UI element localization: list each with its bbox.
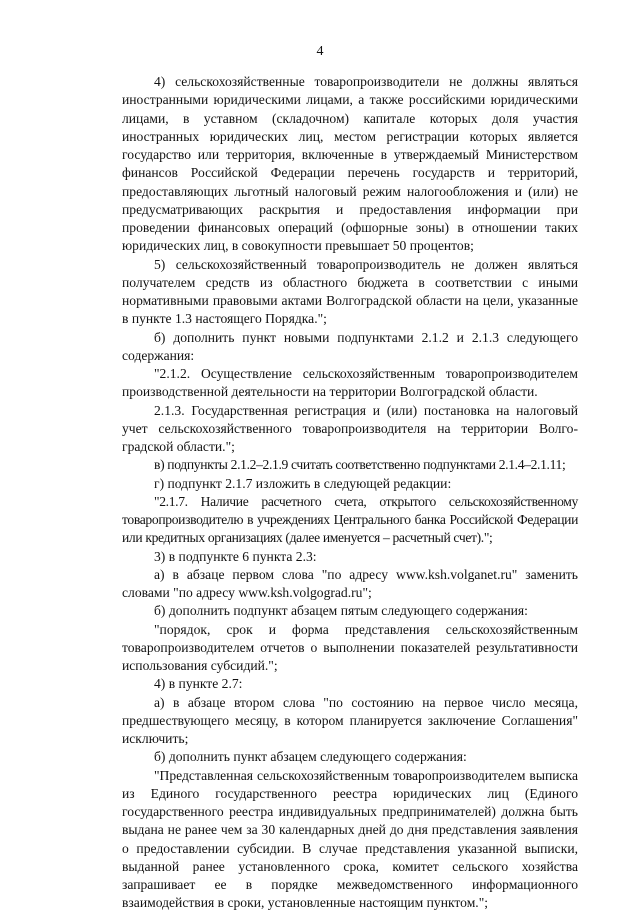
paragraph-add-subitems: б) дополнить пункт новыми подпунктами 2.1.2 и 2.1.3 следующего содержания: xyxy=(122,329,578,363)
paragraph-new-edition: г) подпункт 2.1.7 изложить в следующей редакции: xyxy=(154,475,452,491)
paragraph-renumber-subitems: в) подпункты 2.1.2–2.1.9 считать соответственно подпунктами 2.1.4–2.1.11; xyxy=(154,457,566,473)
paragraph-point-2-7: 4) в пункте 2.7: xyxy=(154,676,243,692)
paragraph-add-fifth-paragraph: б) дополнить подпункт абзацем пятым следующего содержания: xyxy=(154,603,528,619)
paragraph-extract-requirements: "Представленная сельскохозяйственным товаропроизводителем выписка из Единого государственного реестра юридических лиц (Единого государственного реестра индивидуальных предпринимателей) должна быть выдана не ранее чем за 30 календарных дней до дня представления заявления о предоставлении субсидии. В случае представления указанной выписки, выданной ранее установленного срока, комитет сельского хозяйства запрашивает ее в порядке межведомственного информационного взаимодействия в сроки, установленные настоящим пунктом."; xyxy=(122,767,578,911)
document-body xyxy=(122,73,578,913)
paragraph-point-2-3: 3) в подпункте 6 пункта 2.3: xyxy=(154,548,317,564)
paragraph-item-2-1-7: "2.1.7. Наличие расчетного счета, открытого сельскохозяйственному товаропроизводителю в учреждениях Центрального банка Российской Федерации или кредитных организациях (далее именуется – расчетный счет)."; xyxy=(122,493,578,546)
paragraph-item-2-1-2: "2.1.2. Осуществление сельскохозяйственным товаропроизводителем производственной деятельности на территории Волгоградской области. xyxy=(122,366,578,400)
paragraph-subitem-5: 5) сельскохозяйственный товаропроизводитель не должен являться получателем средств из областного бюджета в соответствии с иными нормативными правовыми актами Волгоградской области на цели, указанные в пункте 1.3 настоящего Порядка."; xyxy=(122,256,578,327)
page-number: 4 xyxy=(316,44,324,59)
paragraph-item-2-1-3: 2.1.3. Государственная регистрация и (или) постановка на налоговый учет сельскохозяйственного товаропроизводителя на территории Волгоградской области."; xyxy=(122,402,578,454)
paragraph-report-procedure: "порядок, срок и форма представления сельскохозяйственным товаропроизводителем отчетов о выполнении показателей результативности использования субсидий."; xyxy=(122,621,578,673)
paragraph-replace-address: а) в абзаце первом слова "по адресу www.ksh.volganet.ru" заменить словами "по адресу www.ksh.volgograd.ru"; xyxy=(122,566,578,600)
paragraph-add-paragraph: б) дополнить пункт абзацем следующего содержания: xyxy=(154,749,467,765)
paragraph-exclude-words: а) в абзаце втором слова "по состоянию на первое число месяца, предшествующего месяцу, в котором планируется заключение Соглашения" исключить; xyxy=(122,694,578,746)
paragraph-subitem-4: 4) сельскохозяйственные товаропроизводители не должны являться иностранными юридическими лицами, а также российскими юридическими лицами, в уставном (складочном) капитале которых доля участия иностранных юридических лиц, местом регистрации которых является государство или территория, включенные в утверждаемый Министерством финансов Российской Федерации перечень государств и территорий, предоставляющих льготный налоговый режим налогообложения и (или) не предусматривающих раскрытия и предоставления информации при проведении финансовых операций (офшорные зоны) в отношении таких юридических лиц, в совокупности превышает 50 процентов; xyxy=(122,74,578,254)
